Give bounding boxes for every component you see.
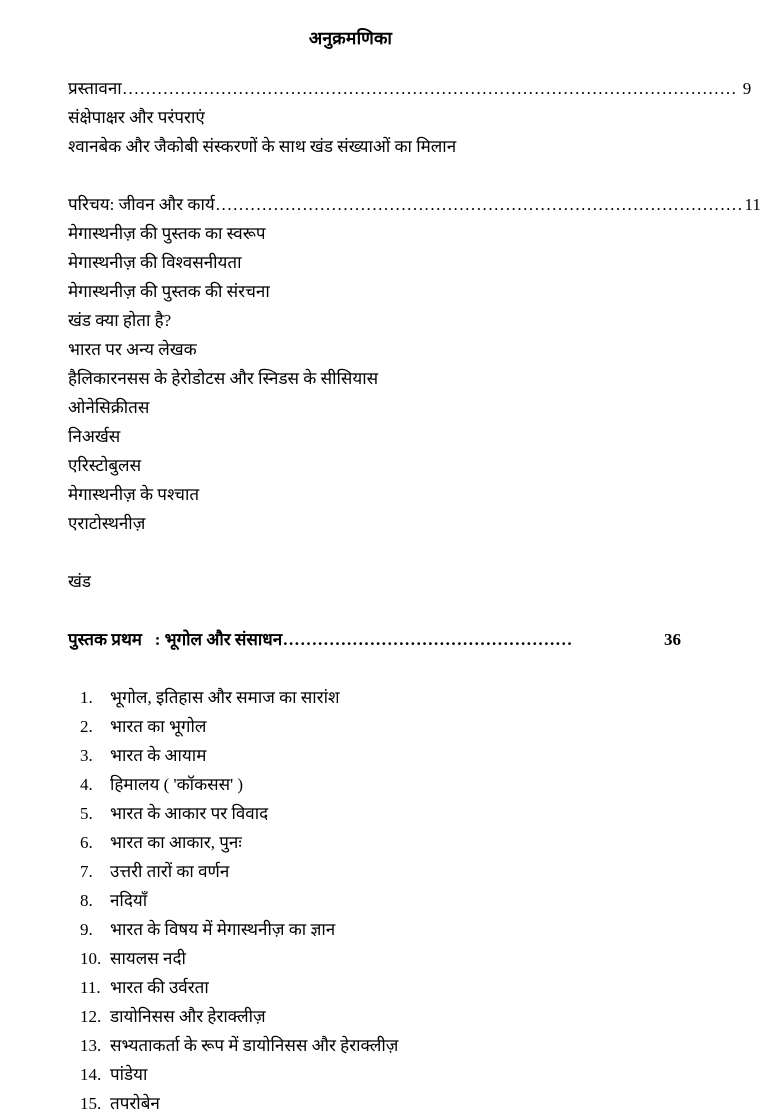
toc-subitem[interactable]: संक्षेपाक्षर और परंपराएं [68, 108, 205, 127]
list-item-label: भारत का आकार, पुनः [110, 833, 242, 852]
dot-leader: .................................................. [283, 630, 574, 649]
toc-subitem[interactable]: ओनेसिक्रीतस [68, 398, 150, 417]
list-item-label: पांडेया [110, 1065, 148, 1084]
toc-subitem[interactable]: एरिस्टोबुलस [68, 456, 142, 475]
list-item-label: सायलस नदी [110, 949, 186, 968]
list-item-number: 12. [80, 1007, 102, 1026]
list-item-label: उत्तरी तारों का वर्णन [110, 862, 230, 881]
list-item-label: भारत के विषय में मेगास्थनीज़ का ज्ञान [110, 920, 336, 939]
toc-subitem[interactable]: खंड क्या होता है? [68, 311, 172, 330]
list-item[interactable] [68, 1060, 681, 1089]
list-item-number: 2. [80, 717, 93, 736]
list-item-label: हिमालय ( 'कॉकसस' ) [110, 775, 244, 794]
toc-body [0, 52, 761, 1118]
toc-subitem[interactable]: मेगास्थनीज़ के पश्चात [68, 485, 200, 504]
list-item[interactable] [68, 1031, 681, 1060]
list-item-number: 4. [80, 775, 93, 794]
list-item-label: भारत के आयाम [110, 746, 207, 765]
list-item-label: नदियाँ [110, 891, 148, 910]
toc-entry-book-one-label: पुस्तक प्रथम : भूगोल और संसाधन [68, 630, 283, 649]
list-item-number: 8. [80, 891, 93, 910]
list-item[interactable] [68, 886, 681, 915]
list-item-label: भारत की उर्वरता [110, 978, 209, 997]
list-item-number: 10. [80, 949, 102, 968]
list-item-number: 1. [80, 688, 93, 707]
toc-entry-introduction[interactable] [68, 190, 761, 219]
section-spacer [68, 654, 681, 683]
list-item-number: 3. [80, 746, 93, 765]
list-item[interactable] [68, 683, 681, 712]
list-item-number: 6. [80, 833, 93, 852]
list-item-number: 15. [80, 1094, 102, 1113]
section-divider-label: खंड [68, 572, 92, 591]
toc-subitem[interactable]: निअर्खस [68, 427, 121, 446]
list-item[interactable] [68, 1002, 681, 1031]
dot-leader: .......................................................................................................... [122, 79, 738, 98]
list-item-number: 5. [80, 804, 93, 823]
list-item-number: 11. [80, 978, 101, 997]
list-item[interactable] [68, 799, 681, 828]
toc-entry-preface-page: 9 [738, 79, 752, 98]
toc-subitem[interactable]: भारत पर अन्य लेखक [68, 340, 197, 359]
list-item[interactable] [68, 944, 681, 973]
dot-leader: ........................................................................................... [215, 195, 744, 214]
toc-subitem[interactable]: मेगास्थनीज़ की पुस्तक का स्वरूप [68, 224, 266, 243]
list-item-number: 9. [80, 920, 93, 939]
list-item[interactable] [68, 828, 681, 857]
list-item-label: तपरोबेन [110, 1094, 160, 1113]
toc-entry-book-one[interactable] [68, 625, 681, 654]
toc-entry-preface[interactable] [68, 74, 752, 103]
toc-subitem[interactable]: मेगास्थनीज़ की पुस्तक की संरचना [68, 282, 270, 301]
toc-entry-preface-label: प्रस्तावना [68, 79, 122, 98]
list-item[interactable] [68, 1089, 681, 1118]
toc-entry-introduction-label: परिचय: जीवन और कार्य [68, 195, 215, 214]
list-item-number: 14. [80, 1065, 102, 1084]
list-item-number: 13. [80, 1036, 102, 1055]
list-item[interactable] [68, 973, 681, 1002]
section-spacer [68, 161, 681, 190]
toc-subitem[interactable]: हैलिकारनसस के हेरोडोटस और स्निडस के सीसियास [68, 369, 379, 388]
list-item[interactable] [68, 857, 681, 886]
toc-entry-book-one-page: 36 [659, 630, 681, 649]
section-spacer [68, 596, 681, 625]
list-item[interactable] [68, 712, 681, 741]
list-item[interactable] [68, 770, 681, 799]
page-title: अनुक्रमणिका [308, 28, 393, 48]
list-item-number: 7. [80, 862, 93, 881]
list-item-label: भारत का भूगोल [110, 717, 207, 736]
list-item[interactable] [68, 741, 681, 770]
toc-subitem[interactable]: श्वानबेक और जैकोबी संस्करणों के साथ खंड संख्याओं का मिलान [68, 137, 457, 156]
list-item-label: भारत के आकार पर विवाद [110, 804, 269, 823]
chapter-list [68, 683, 681, 1118]
list-item-label: डायोनिसस और हेराक्लीज़ [110, 1007, 266, 1026]
toc-entry-introduction-page: 11 [744, 195, 761, 214]
toc-subitem[interactable]: एराटोस्थनीज़ [68, 514, 146, 533]
toc-subitem[interactable]: मेगास्थनीज़ की विश्वसनीयता [68, 253, 242, 272]
list-item[interactable] [68, 915, 681, 944]
section-spacer [68, 538, 681, 567]
list-item-label: भूगोल, इतिहास और समाज का सारांश [110, 688, 340, 707]
list-item-label: सभ्यताकर्ता के रूप में डायोनिसस और हेराक्लीज़ [110, 1036, 399, 1055]
